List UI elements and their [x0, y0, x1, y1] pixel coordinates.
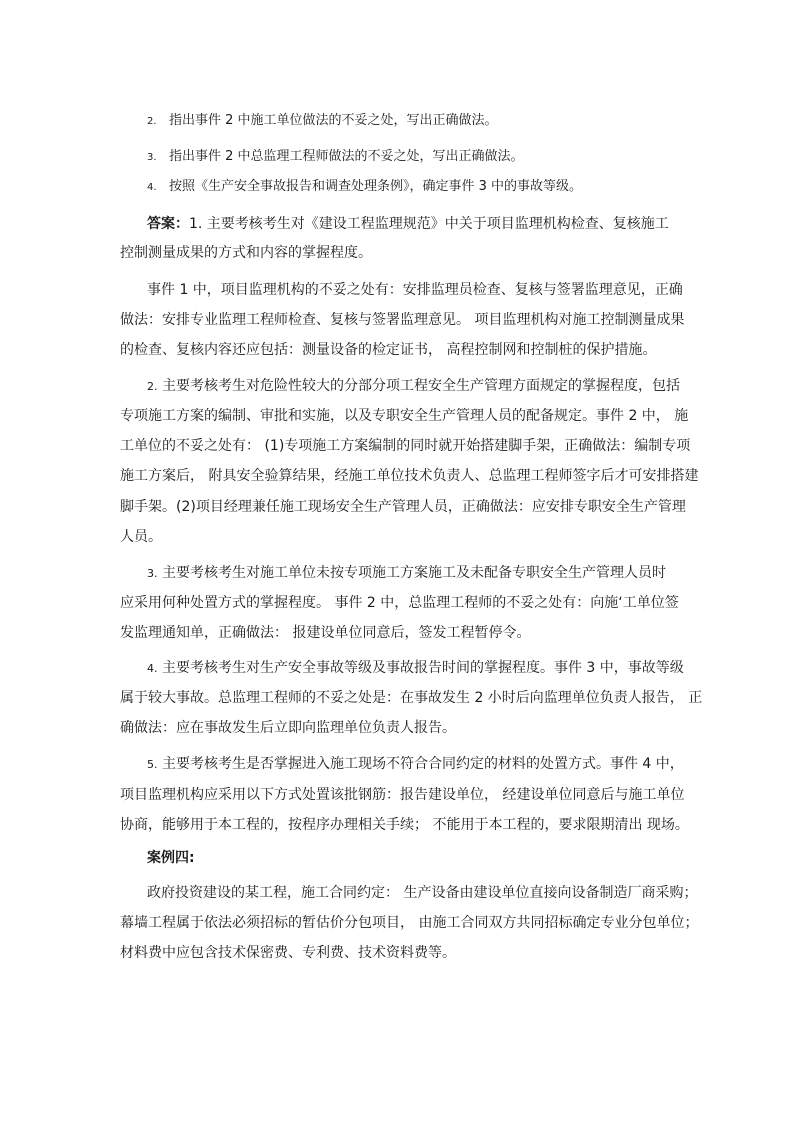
- answer-paragraph-6-line-2: 项目监理机构应采用以下方式处置该批钢筋：报告建设单位， 经建设单位同意后与施工单位: [120, 787, 685, 803]
- item-number: 2.: [147, 380, 158, 393]
- question-4: [147, 178, 582, 197]
- question-2: [147, 112, 498, 131]
- answer-paragraph-6-line-1: 5. 主要考核考生是否掌握进入施工现场不符合合同约定的材料的处置方式。事件 4 中，: [147, 756, 684, 772]
- question-text: 指出事件 2 中施工单位做法的不妥之处，写出正确做法。: [169, 113, 498, 128]
- answer-paragraph-3-line-4: 施工方案后， 附具安全验算结果，经施工单位技术负责人、总监理工程师签字后才可安排搭建: [120, 468, 699, 484]
- answer-paragraph-2-line-1: 事件 1 中，项目监理机构的不妥之处有：安排监理员检查、复核与签署监理意见，正确: [147, 282, 683, 298]
- answer-paragraph-4-line-3: 发监理通知单，正确做法： 报建设单位同意后，签发工程暂停令。: [120, 625, 531, 641]
- case-paragraph-line-1: 政府投资建设的某工程，施工合同约定： 生产设备由建设单位直接向设备制造厂商采购；: [147, 885, 698, 901]
- answer-paragraph-5-line-3: 确做法：应在事故发生后立即向监理单位负责人报告。: [120, 720, 456, 736]
- answer-label: 答案：: [147, 216, 189, 232]
- answer-paragraph-3-line-1: 2. 主要考核考生对危险性较大的分部分项工程安全生产管理方面规定的掌握程度，包括: [147, 378, 680, 394]
- answer-paragraph-3-line-3: 工单位的不妥之处有： (1)专项施工方案编制的同时就开始搭建脚手架，正确做法：编制专项: [120, 438, 691, 454]
- item-number: 3.: [147, 567, 158, 580]
- question-3: [147, 148, 524, 167]
- answer-paragraph-4-line-1: 3. 主要考核考生对施工单位未按专项施工方案施工及未配备专职安全生产管理人员时: [147, 565, 666, 581]
- question-number: 4.: [147, 182, 157, 193]
- answer-paragraph-3-line-2: 专项施工方案的编制、审批和实施，以及专职安全生产管理人员的配备规定。事件 2 中， 施: [120, 408, 689, 424]
- item-number: 4.: [147, 662, 158, 675]
- item-number: 5.: [147, 758, 158, 771]
- answer-paragraph-2-line-2: 做法：安排专业监理工程师检查、复核与签署监理意见。 项目监理机构对施工控制测量成果: [120, 312, 685, 328]
- answer-paragraph-4-line-2: 应采用何种处置方式的掌握程度。 事件 2 中，总监理工程师的不妥之处有：向施‘工单位签: [120, 595, 679, 611]
- answer-paragraph-3-line-5: 脚手架。(2)项目经理兼任施工现场安全生产管理人员，正确做法：应安排专职安全生产管理: [120, 499, 686, 515]
- question-text: 按照《生产安全事故报告和调查处理条例》，确定事件 3 中的事故等级。: [169, 179, 583, 194]
- answer-paragraph-3-line-6: 人员。: [120, 529, 162, 545]
- case-paragraph-line-2: 幕墙工程属于依法必须招标的暂估价分包项目， 由施工合同双方共同招标确定专业分包单位；: [120, 915, 699, 931]
- answer-paragraph-2-line-3: 的检查、复核内容还应包括：测量设备的检定证书， 高程控制网和控制桩的保护措施。: [120, 342, 657, 358]
- answer-paragraph-6-line-3: 协商，能够用于本工程的，按程序办理相关手续； 不能用于本工程的，要求限期清出 现场。: [120, 817, 689, 833]
- question-number: 2.: [147, 116, 157, 127]
- answer-paragraph-1-line-1: 答案：1. 主要考核考生对《建设工程监理规范》中关于项目监理机构检查、复核施工: [147, 216, 669, 232]
- answer-paragraph-5-line-2: 属于较大事故。总监理工程师的不妥之处是：在事故发生 2 小时后向监理单位负责人报告， 正: [120, 690, 703, 706]
- case-title: 案例四:: [147, 850, 195, 866]
- question-number: 3.: [147, 152, 157, 163]
- question-text: 指出事件 2 中总监理工程师做法的不妥之处，写出正确做法。: [169, 149, 524, 164]
- case-paragraph-line-3: 材料费中应包含技术保密费、专利费、技术资料费等。: [120, 945, 456, 961]
- answer-paragraph-1-line-2: 控制测量成果的方式和内容的掌握程度。: [120, 245, 372, 261]
- answer-paragraph-5-line-1: 4. 主要考核考生对生产安全事故等级及事故报告时间的掌握程度。事件 3 中，事故等级: [147, 660, 684, 676]
